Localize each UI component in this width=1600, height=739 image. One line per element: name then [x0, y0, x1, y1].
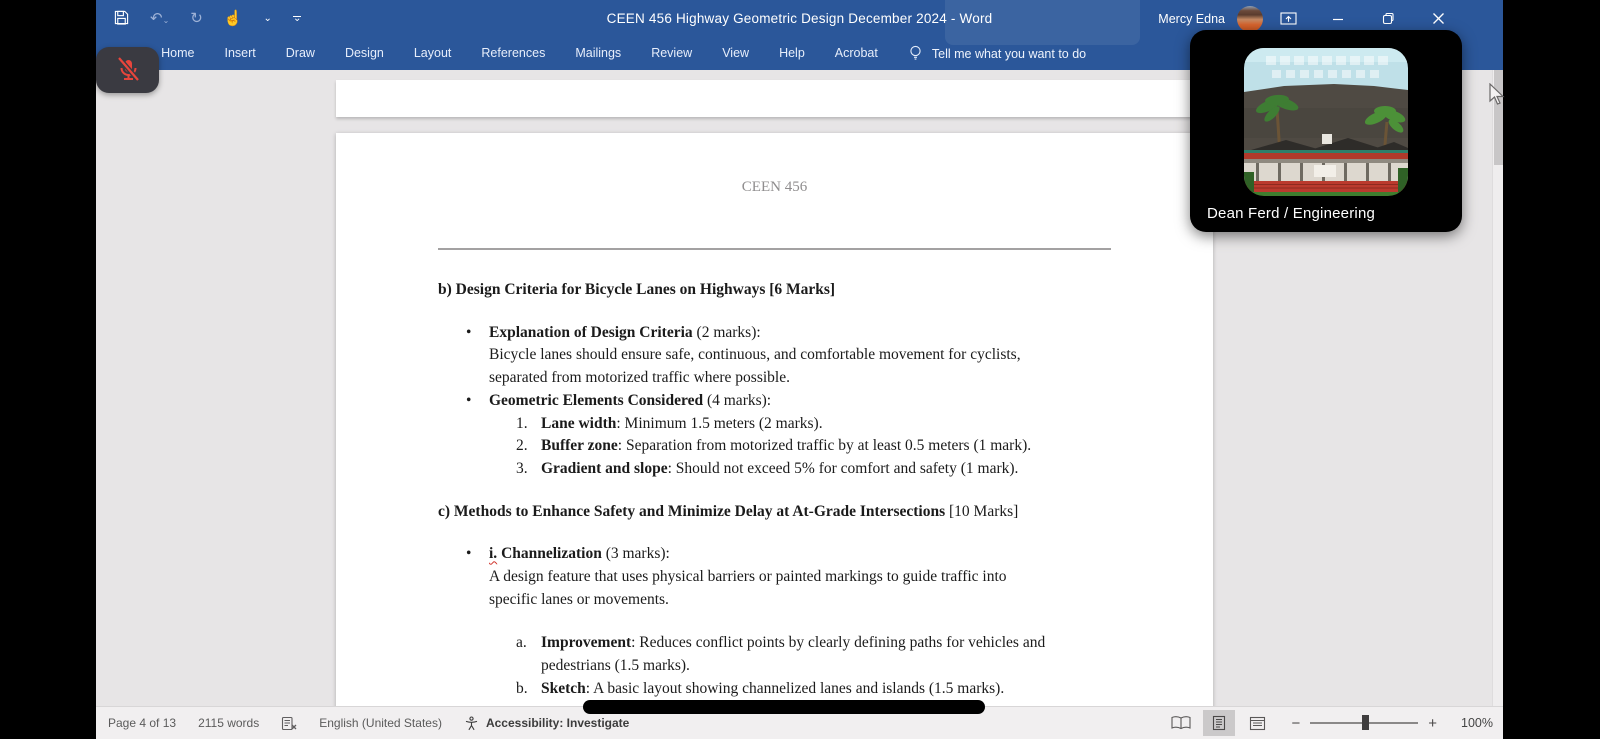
- redo-icon[interactable]: ↻: [190, 10, 203, 27]
- zoom-controls: [1291, 716, 1493, 731]
- screen-share-indicator-pill[interactable]: [583, 700, 985, 714]
- document-page[interactable]: [336, 133, 1213, 706]
- tab-references[interactable]: References: [481, 46, 546, 60]
- customize-qat-icon[interactable]: ⌄: [292, 12, 302, 24]
- read-mode-button[interactable]: [1165, 710, 1197, 736]
- bullet-item-geometric: • Geometric Elements Considered (4 marks):: [466, 391, 772, 409]
- quick-access-toolbar: [114, 0, 301, 37]
- letter-item-a: a. Improvement: Reduces conflict points by clearly defining paths for vehicles and: [516, 634, 1046, 652]
- bullet-item-channelization: • i. Channelization (3 marks):: [466, 545, 670, 563]
- chevron-down-icon[interactable]: ⌄: [263, 12, 272, 24]
- word-count[interactable]: 2115 words: [198, 716, 260, 730]
- tab-acrobat[interactable]: Acrobat: [834, 46, 878, 60]
- microphone-muted-icon: [112, 54, 144, 86]
- account-user-name[interactable]: Mercy Edna: [1158, 11, 1225, 26]
- zoom-slider-thumb[interactable]: [1362, 715, 1369, 730]
- video-participant-tile[interactable]: [1190, 30, 1462, 232]
- participant-name-label: Dean Ferd / Engineering: [1207, 205, 1376, 222]
- lightbulb-icon: [909, 45, 922, 62]
- title-bar-highlight-band: [945, 0, 1140, 45]
- zoom-percentage[interactable]: 100%: [1461, 716, 1493, 730]
- document-title: CEEN 456 Highway Geometric Design December 2024 - Word: [606, 11, 993, 26]
- line: specific lanes or movements.: [489, 590, 669, 608]
- tab-insert[interactable]: Insert: [224, 46, 256, 60]
- tell-me-label: Tell me what you want to do: [931, 46, 1087, 61]
- line: separated from motorized traffic where possible.: [489, 369, 790, 387]
- tab-home[interactable]: Home: [161, 46, 195, 60]
- tab-view[interactable]: View: [722, 46, 750, 60]
- accessibility-label: Accessibility: Investigate: [485, 716, 630, 730]
- header-rule: [438, 248, 1111, 250]
- user-avatar[interactable]: [1237, 6, 1263, 32]
- tell-me-box[interactable]: [909, 45, 1086, 62]
- heading-c: c) Methods to Enhance Safety and Minimize Delay at At-Grade Intersections [10 Marks]: [438, 502, 1019, 520]
- mouse-cursor: [1489, 83, 1506, 111]
- previous-page-bottom[interactable]: [336, 80, 1213, 117]
- language-indicator[interactable]: English (United States): [319, 716, 442, 730]
- save-icon[interactable]: [114, 10, 129, 28]
- web-layout-button[interactable]: [1241, 710, 1273, 736]
- touch-mouse-mode-icon[interactable]: ☝: [223, 10, 243, 27]
- accessibility-status[interactable]: [464, 716, 629, 731]
- heading-b: b) Design Criteria for Bicycle Lanes on Highways [6 Marks]: [438, 281, 836, 298]
- zoom-in-button[interactable]: +: [1428, 714, 1437, 732]
- proofing-status-icon[interactable]: [281, 716, 297, 731]
- numbered-item-2: 2. Buffer zone: Separation from motorized traffic by at least 0.5 meters (1 mark).: [516, 437, 1032, 455]
- numbered-item-1: 1. Lane width: Minimum 1.5 meters (2 marks).: [516, 414, 823, 432]
- participant-video-image: [1244, 48, 1408, 196]
- tab-help[interactable]: Help: [779, 46, 805, 60]
- tab-review[interactable]: Review: [651, 46, 693, 60]
- numbered-item-3: 3. Gradient and slope: Should not exceed 5% for comfort and safety (1 mark).: [516, 459, 1019, 477]
- tab-layout[interactable]: Layout: [413, 46, 452, 60]
- zoom-slider[interactable]: [1310, 722, 1418, 724]
- tab-mailings[interactable]: Mailings: [575, 46, 622, 60]
- mute-button[interactable]: [96, 47, 159, 93]
- letter-item-b: b. Sketch: A basic layout showing channelized lanes and islands (1.5 marks).: [516, 679, 1005, 697]
- tab-design[interactable]: Design: [344, 46, 384, 60]
- zoom-out-button[interactable]: −: [1291, 714, 1301, 732]
- print-layout-button[interactable]: [1203, 710, 1235, 736]
- page-indicator[interactable]: Page 4 of 13: [108, 716, 177, 730]
- line: pedestrians (1.5 marks).: [541, 657, 690, 675]
- document-body: [438, 279, 1153, 701]
- bullet-item-explanation: • Explanation of Design Criteria (2 marks):: [466, 323, 761, 341]
- line: Bicycle lanes should ensure safe, continuous, and comfortable movement for cyclists,: [489, 346, 1021, 364]
- tab-draw[interactable]: Draw: [285, 46, 315, 60]
- accessibility-icon: [464, 716, 479, 731]
- line: A design feature that uses physical barriers or painted markings to guide traffic into: [489, 568, 1007, 586]
- page-header-text: CEEN 456: [741, 179, 808, 195]
- vertical-scrollbar[interactable]: [1492, 70, 1503, 706]
- undo-icon[interactable]: ↶⌄: [150, 10, 170, 27]
